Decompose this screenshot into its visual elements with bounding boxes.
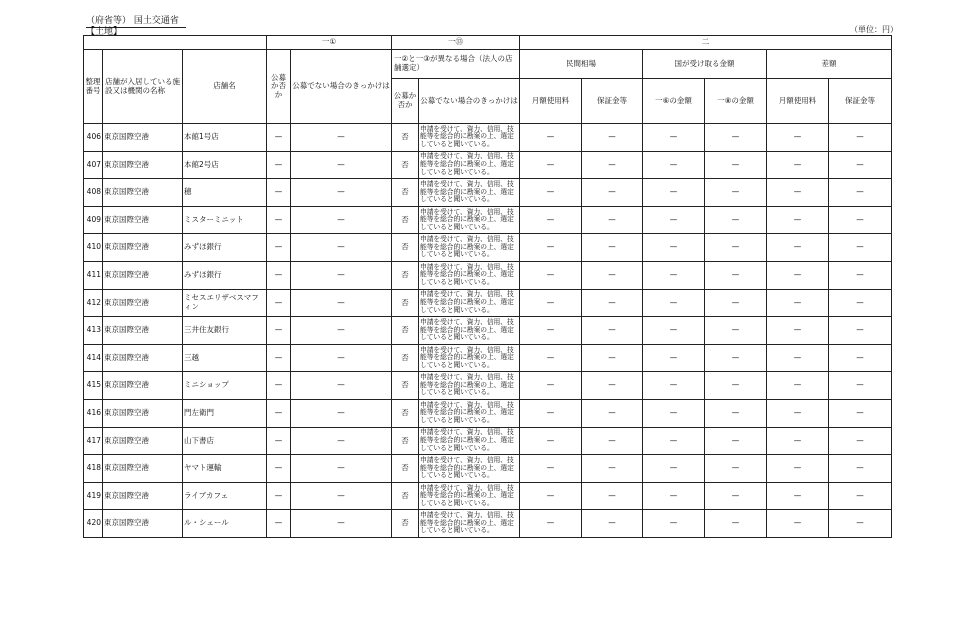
row-number: 409 — [84, 206, 103, 234]
facility-name: 東京国際空港 — [103, 510, 183, 538]
deposit-value: — — [582, 510, 643, 538]
public-offering-2-header: 公募か否か — [392, 79, 419, 124]
public-offering-value: — — [267, 344, 291, 372]
reason-2-value: 申請を受けて、資力、信用、技能等を総合的に勘案の上、選定していると聞いている。 — [419, 124, 520, 152]
amount-6-value: — — [643, 151, 705, 179]
table-row — [84, 289, 892, 317]
diff-monthly-value: — — [767, 455, 829, 483]
amount-8-value: — — [705, 289, 767, 317]
public-offering-2-value: 否 — [392, 234, 419, 262]
amount-6-value: — — [643, 124, 705, 152]
store-name: ヤマト運輸 — [183, 455, 267, 483]
reason-value: — — [291, 317, 392, 345]
amount-6-value: — — [643, 399, 705, 427]
amount-8-value: — — [705, 399, 767, 427]
diff-deposit-value: — — [829, 151, 892, 179]
public-offering-header: 公募か否か — [267, 50, 291, 124]
monthly-fee-value: — — [520, 344, 582, 372]
reason-value: — — [291, 234, 392, 262]
monthly-fee-value: — — [520, 455, 582, 483]
diff-monthly-value: — — [767, 510, 829, 538]
reason-value: — — [291, 206, 392, 234]
reason-2-value: 申請を受けて、資力、信用、技能等を総合的に勘案の上、選定していると聞いている。 — [419, 261, 520, 289]
amount-6-value: — — [643, 261, 705, 289]
row-number: 414 — [84, 344, 103, 372]
deposit-value: — — [582, 372, 643, 400]
diff-monthly-value: — — [767, 399, 829, 427]
row-number: 410 — [84, 234, 103, 262]
store-header: 店舗名 — [183, 50, 267, 124]
table-body — [84, 124, 892, 538]
amount-8-value: — — [705, 482, 767, 510]
amount-6-value: — — [643, 510, 705, 538]
amount-6-header: 一⑥の金額 — [643, 79, 705, 124]
row-number: 420 — [84, 510, 103, 538]
public-offering-2-value: 否 — [392, 510, 419, 538]
group1-header: 一① — [267, 36, 392, 50]
row-number: 408 — [84, 179, 103, 207]
reason-value: — — [291, 455, 392, 483]
diff-monthly-header: 月額使用料 — [767, 79, 829, 124]
diff-deposit-value: — — [829, 510, 892, 538]
table-row — [84, 344, 892, 372]
amount-6-value: — — [643, 427, 705, 455]
public-offering-value: — — [267, 234, 291, 262]
ministry-label: （府省等） 国土交通省 — [86, 13, 186, 28]
diff-monthly-value: — — [767, 151, 829, 179]
table-row — [84, 179, 892, 207]
deposit-value: — — [582, 455, 643, 483]
public-offering-2-value: 否 — [392, 179, 419, 207]
row-number: 413 — [84, 317, 103, 345]
deposit-value: — — [582, 399, 643, 427]
reason-2-value: 申請を受けて、資力、信用、技能等を総合的に勘案の上、選定していると聞いている。 — [419, 372, 520, 400]
public-offering-2-value: 否 — [392, 261, 419, 289]
deposit-value: — — [582, 482, 643, 510]
diff-deposit-value: — — [829, 124, 892, 152]
reason-value: — — [291, 261, 392, 289]
facility-name: 東京国際空港 — [103, 151, 183, 179]
diff-monthly-value: — — [767, 234, 829, 262]
monthly-fee-value: — — [520, 261, 582, 289]
deposit-value: — — [582, 427, 643, 455]
reason-value: — — [291, 151, 392, 179]
row-number: 406 — [84, 124, 103, 152]
facility-name: 東京国際空港 — [103, 289, 183, 317]
reason-value: — — [291, 372, 392, 400]
table-row — [84, 124, 892, 152]
amount-6-value: — — [643, 317, 705, 345]
amount-8-value: — — [705, 124, 767, 152]
public-offering-value: — — [267, 124, 291, 152]
facility-name: 東京国際空港 — [103, 234, 183, 262]
table-row — [84, 206, 892, 234]
diff-deposit-value: — — [829, 179, 892, 207]
public-offering-value: — — [267, 151, 291, 179]
diff-deposit-value: — — [829, 317, 892, 345]
group2-header: 一⑬ — [392, 36, 520, 50]
store-name: 門左衛門 — [183, 399, 267, 427]
reason-2-header: 公募でない場合のきっかけは — [419, 79, 520, 124]
reason-value: — — [291, 344, 392, 372]
monthly-fee-value: — — [520, 151, 582, 179]
table-row — [84, 151, 892, 179]
facility-name: 東京国際空港 — [103, 399, 183, 427]
diff-deposit-header: 保証金等 — [829, 79, 892, 124]
gov-amount-header: 国が受け取る金額 — [643, 50, 767, 79]
amount-8-value: — — [705, 261, 767, 289]
diff-deposit-value: — — [829, 427, 892, 455]
reason-2-value: 申請を受けて、資力、信用、技能等を総合的に勘案の上、選定していると聞いている。 — [419, 151, 520, 179]
facility-name: 東京国際空港 — [103, 179, 183, 207]
table-row — [84, 399, 892, 427]
monthly-fee-value: — — [520, 289, 582, 317]
alt-case-header: 一②と一③が異なる場合（法人の店舗選定） — [392, 50, 520, 79]
diff-deposit-value: — — [829, 344, 892, 372]
diff-monthly-value: — — [767, 427, 829, 455]
diff-deposit-value: — — [829, 261, 892, 289]
row-number: 411 — [84, 261, 103, 289]
deposit-value: — — [582, 344, 643, 372]
reason-2-value: 申請を受けて、資力、信用、技能等を総合的に勘案の上、選定していると聞いている。 — [419, 179, 520, 207]
amount-8-value: — — [705, 455, 767, 483]
location-header: 店舗が入居している施設又は機関の名称 — [103, 50, 183, 124]
reason-2-value: 申請を受けて、資力、信用、技能等を総合的に勘案の上、選定していると聞いている。 — [419, 399, 520, 427]
reason-2-value: 申請を受けて、資力、信用、技能等を総合的に勘案の上、選定していると聞いている。 — [419, 455, 520, 483]
reason-2-value: 申請を受けて、資力、信用、技能等を総合的に勘案の上、選定していると聞いている。 — [419, 482, 520, 510]
monthly-fee-value: — — [520, 124, 582, 152]
store-name: 本館1号店 — [183, 124, 267, 152]
group3-header: 二 — [520, 36, 892, 50]
deposit-value: — — [582, 317, 643, 345]
public-offering-value: — — [267, 317, 291, 345]
number-header: 整理番号 — [84, 50, 103, 124]
amount-8-header: 一⑧の金額 — [705, 79, 767, 124]
deposit-value: — — [582, 261, 643, 289]
diff-monthly-value: — — [767, 372, 829, 400]
facility-name: 東京国際空港 — [103, 124, 183, 152]
reason-2-value: 申請を受けて、資力、信用、技能等を総合的に勘案の上、選定していると聞いている。 — [419, 317, 520, 345]
unit-label: （単位：円） — [850, 25, 898, 34]
row-number: 415 — [84, 372, 103, 400]
diff-deposit-value: — — [829, 234, 892, 262]
table-row — [84, 234, 892, 262]
public-offering-2-value: 否 — [392, 372, 419, 400]
monthly-fee-value: — — [520, 510, 582, 538]
diff-deposit-value: — — [829, 372, 892, 400]
difference-header: 差額 — [767, 50, 892, 79]
table-row — [84, 317, 892, 345]
reason-value: — — [291, 510, 392, 538]
reason-2-value: 申請を受けて、資力、信用、技能等を総合的に勘案の上、選定していると聞いている。 — [419, 206, 520, 234]
amount-8-value: — — [705, 179, 767, 207]
store-name: 三越 — [183, 344, 267, 372]
monthly-fee-value: — — [520, 179, 582, 207]
deposit-value: — — [582, 124, 643, 152]
public-offering-2-value: 否 — [392, 206, 419, 234]
reason-2-value: 申請を受けて、資力、信用、技能等を総合的に勘案の上、選定していると聞いている。 — [419, 510, 520, 538]
diff-deposit-value: — — [829, 206, 892, 234]
store-name: 穂 — [183, 179, 267, 207]
public-offering-2-value: 否 — [392, 289, 419, 317]
diff-deposit-value: — — [829, 455, 892, 483]
reason-value: — — [291, 124, 392, 152]
amount-8-value: — — [705, 427, 767, 455]
store-name: ライブカフェ — [183, 482, 267, 510]
reason-value: — — [291, 427, 392, 455]
public-offering-value: — — [267, 372, 291, 400]
diff-deposit-value: — — [829, 399, 892, 427]
diff-monthly-value: — — [767, 344, 829, 372]
table-row — [84, 261, 892, 289]
deposit-value: — — [582, 179, 643, 207]
facility-name: 東京国際空港 — [103, 261, 183, 289]
public-offering-value: — — [267, 427, 291, 455]
diff-monthly-value: — — [767, 261, 829, 289]
amount-6-value: — — [643, 289, 705, 317]
public-offering-2-value: 否 — [392, 482, 419, 510]
row-number: 418 — [84, 455, 103, 483]
facility-name: 東京国際空港 — [103, 482, 183, 510]
deposit-header: 保証金等 — [582, 79, 643, 124]
public-offering-2-value: 否 — [392, 427, 419, 455]
public-offering-value: — — [267, 482, 291, 510]
table-row — [84, 372, 892, 400]
amount-8-value: — — [705, 234, 767, 262]
diff-monthly-value: — — [767, 482, 829, 510]
deposit-value: — — [582, 206, 643, 234]
diff-monthly-value: — — [767, 124, 829, 152]
table-row — [84, 427, 892, 455]
empty-header-cell — [84, 36, 267, 50]
diff-monthly-value: — — [767, 289, 829, 317]
public-offering-2-value: 否 — [392, 344, 419, 372]
facility-name: 東京国際空港 — [103, 455, 183, 483]
amount-6-value: — — [643, 482, 705, 510]
amount-8-value: — — [705, 510, 767, 538]
store-name: 本館2号店 — [183, 151, 267, 179]
diff-monthly-value: — — [767, 317, 829, 345]
table-row — [84, 455, 892, 483]
facility-name: 東京国際空港 — [103, 206, 183, 234]
category-label: 【土地】 — [86, 27, 123, 37]
market-header: 民間相場 — [520, 50, 643, 79]
row-number: 417 — [84, 427, 103, 455]
reason-value: — — [291, 482, 392, 510]
monthly-fee-value: — — [520, 427, 582, 455]
reason-2-value: 申請を受けて、資力、信用、技能等を総合的に勘案の上、選定していると聞いている。 — [419, 234, 520, 262]
reason-value: — — [291, 179, 392, 207]
facility-name: 東京国際空港 — [103, 427, 183, 455]
monthly-fee-value: — — [520, 317, 582, 345]
amount-6-value: — — [643, 344, 705, 372]
public-offering-value: — — [267, 399, 291, 427]
row-number: 419 — [84, 482, 103, 510]
row-number: 416 — [84, 399, 103, 427]
amount-8-value: — — [705, 317, 767, 345]
reason-2-value: 申請を受けて、資力、信用、技能等を総合的に勘案の上、選定していると聞いている。 — [419, 344, 520, 372]
amount-6-value: — — [643, 234, 705, 262]
public-offering-2-value: 否 — [392, 124, 419, 152]
store-name: みずほ銀行 — [183, 261, 267, 289]
deposit-value: — — [582, 289, 643, 317]
public-offering-value: — — [267, 455, 291, 483]
facility-name: 東京国際空港 — [103, 317, 183, 345]
row-number: 407 — [84, 151, 103, 179]
diff-deposit-value: — — [829, 289, 892, 317]
row-number: 412 — [84, 289, 103, 317]
monthly-fee-value: — — [520, 372, 582, 400]
reason-2-value: 申請を受けて、資力、信用、技能等を総合的に勘案の上、選定していると聞いている。 — [419, 427, 520, 455]
diff-monthly-value: — — [767, 206, 829, 234]
public-offering-value: — — [267, 289, 291, 317]
amount-8-value: — — [705, 372, 767, 400]
reason-header: 公募でない場合のきっかけは — [291, 50, 392, 124]
public-offering-value: — — [267, 179, 291, 207]
amount-6-value: — — [643, 372, 705, 400]
reason-value: — — [291, 399, 392, 427]
facility-name: 東京国際空港 — [103, 344, 183, 372]
reason-value: — — [291, 289, 392, 317]
store-name: 三井住友銀行 — [183, 317, 267, 345]
store-name: ミスターミニット — [183, 206, 267, 234]
public-offering-2-value: 否 — [392, 151, 419, 179]
monthly-fee-header: 月額使用料 — [520, 79, 582, 124]
monthly-fee-value: — — [520, 234, 582, 262]
public-offering-2-value: 否 — [392, 455, 419, 483]
monthly-fee-value: — — [520, 206, 582, 234]
deposit-value: — — [582, 234, 643, 262]
store-table — [83, 35, 892, 538]
amount-6-value: — — [643, 455, 705, 483]
public-offering-2-value: 否 — [392, 399, 419, 427]
amount-8-value: — — [705, 151, 767, 179]
store-name: ミニショップ — [183, 372, 267, 400]
table-row — [84, 510, 892, 538]
deposit-value: — — [582, 151, 643, 179]
amount-6-value: — — [643, 206, 705, 234]
diff-deposit-value: — — [829, 482, 892, 510]
public-offering-2-value: 否 — [392, 317, 419, 345]
store-name: 山下書店 — [183, 427, 267, 455]
facility-name: 東京国際空港 — [103, 372, 183, 400]
monthly-fee-value: — — [520, 482, 582, 510]
reason-2-value: 申請を受けて、資力、信用、技能等を総合的に勘案の上、選定していると聞いている。 — [419, 289, 520, 317]
public-offering-value: — — [267, 261, 291, 289]
table-row — [84, 482, 892, 510]
public-offering-value: — — [267, 510, 291, 538]
amount-6-value: — — [643, 179, 705, 207]
monthly-fee-value: — — [520, 399, 582, 427]
amount-8-value: — — [705, 206, 767, 234]
public-offering-value: — — [267, 206, 291, 234]
diff-monthly-value: — — [767, 179, 829, 207]
store-name: ミセスエリザベスマフィン — [183, 289, 267, 317]
store-name: みずほ銀行 — [183, 234, 267, 262]
amount-8-value: — — [705, 344, 767, 372]
store-name: ル・シェール — [183, 510, 267, 538]
